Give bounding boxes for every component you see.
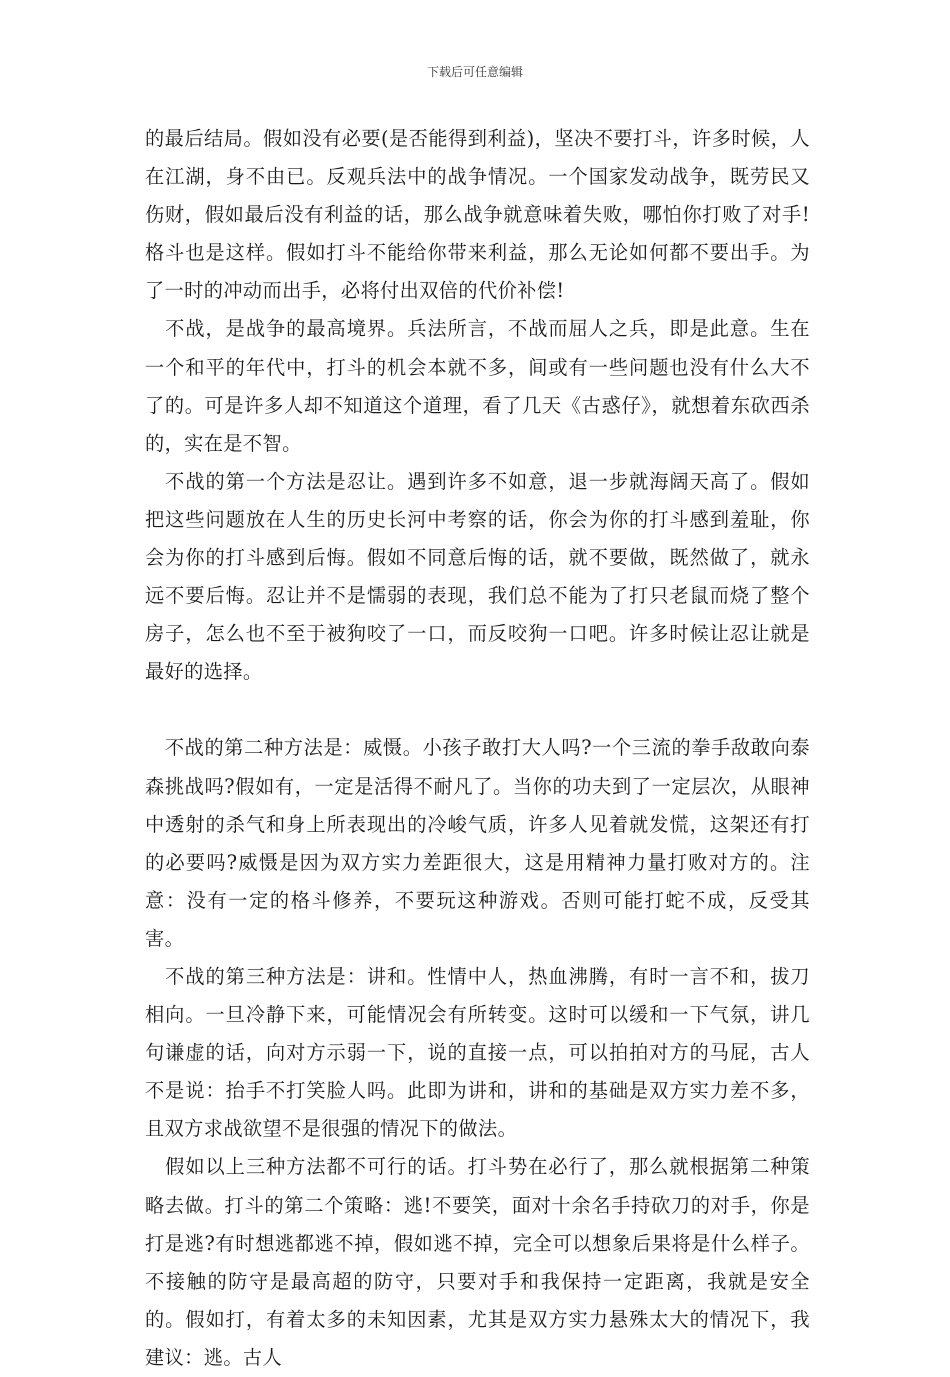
paragraph-spacer bbox=[145, 691, 810, 729]
document-body bbox=[145, 120, 810, 1377]
paragraph-1: 的最后结局。假如没有必要(是否能得到利益)，坚决不要打斗，许多时候，人在江湖，身不由已。反观兵法中的战争情况。一个国家发动战争，既劳民又伤财，假如最后没有利益的话，那么战争就意味着失败，哪怕你打败了对手!格斗也是这样。假如打斗不能给你带来利益，那么无论如何都不要出手。为了一时的冲动而出手，必将付出双倍的代价补偿! bbox=[145, 127, 810, 303]
paragraph-6: 假如以上三种方法都不可行的话。打斗势在必行了，那么就根据第二种策略去做。打斗的第二个策略：逃!不要笑，面对十余名手持砍刀的对手，你是打是逃?有时想逃都逃不掉，假如逃不掉，完全可以想象后果将是什么样子。不接触的防守是最高超的防守，只要对手和我保持一定距离，我就是安全的。假如打，有着太多的未知因素，尤其是双方实力悬殊太大的情况下，我建议：逃。古人 bbox=[145, 1155, 810, 1369]
paragraph-3: 不战的第一个方法是忍让。遇到许多不如意，退一步就海阔天高了。假如把这些问题放在人生的历史长河中考察的话，你会为你的打斗感到羞耻，你会为你的打斗感到后悔。假如不同意后悔的话，就不要做，既然做了，就永远不要后悔。忍让并不是懦弱的表现，我们总不能为了打只老鼠而烧了整个房子，怎么也不至于被狗咬了一口，而反咬狗一口吧。许多时候让忍让就是最好的选择。 bbox=[145, 469, 810, 684]
paragraph-5: 不战的第三种方法是：讲和。性情中人，热血沸腾，有时一言不和，拔刀相向。一旦冷静下来，可能情况会有所转变。这时可以缓和一下气氛，讲几句谦虚的话，向对方示弱一下，说的直接一点，可以拍拍对方的马屁，古人不是说：抬手不打笑脸人吗。此即为讲和，讲和的基础是双方实力差不多，且双方求战欲望不是很强的情况下的做法。 bbox=[145, 964, 810, 1141]
paragraph-2: 不战，是战争的最高境界。兵法所言，不战而屈人之兵，即是此意。生在一个和平的年代中，打斗的机会本就不多，间或有一些问题也没有什么大不了的。可是许多人却不知道这个道理，看了几天《古惑仔》，就想着东砍西杀的，实在是不智。 bbox=[145, 317, 810, 455]
page-header: 下载后可任意编辑 bbox=[426, 65, 523, 79]
paragraph-4: 不战的第二种方法是：威慑。小孩子敢打大人吗?一个三流的拳手敌敢向泰森挑战吗?假如有，一定是活得不耐凡了。当你的功夫到了一定层次，从眼神中透射的杀气和身上所表现出的冷峻气质，许多人见着就发慌，这架还有打的必要吗?威慑是因为双方实力差距很大，这是用精神力量打败对方的。注意：没有一定的格斗修养，不要玩这种游戏。否则可能打蛇不成，反受其害。 bbox=[145, 736, 810, 950]
